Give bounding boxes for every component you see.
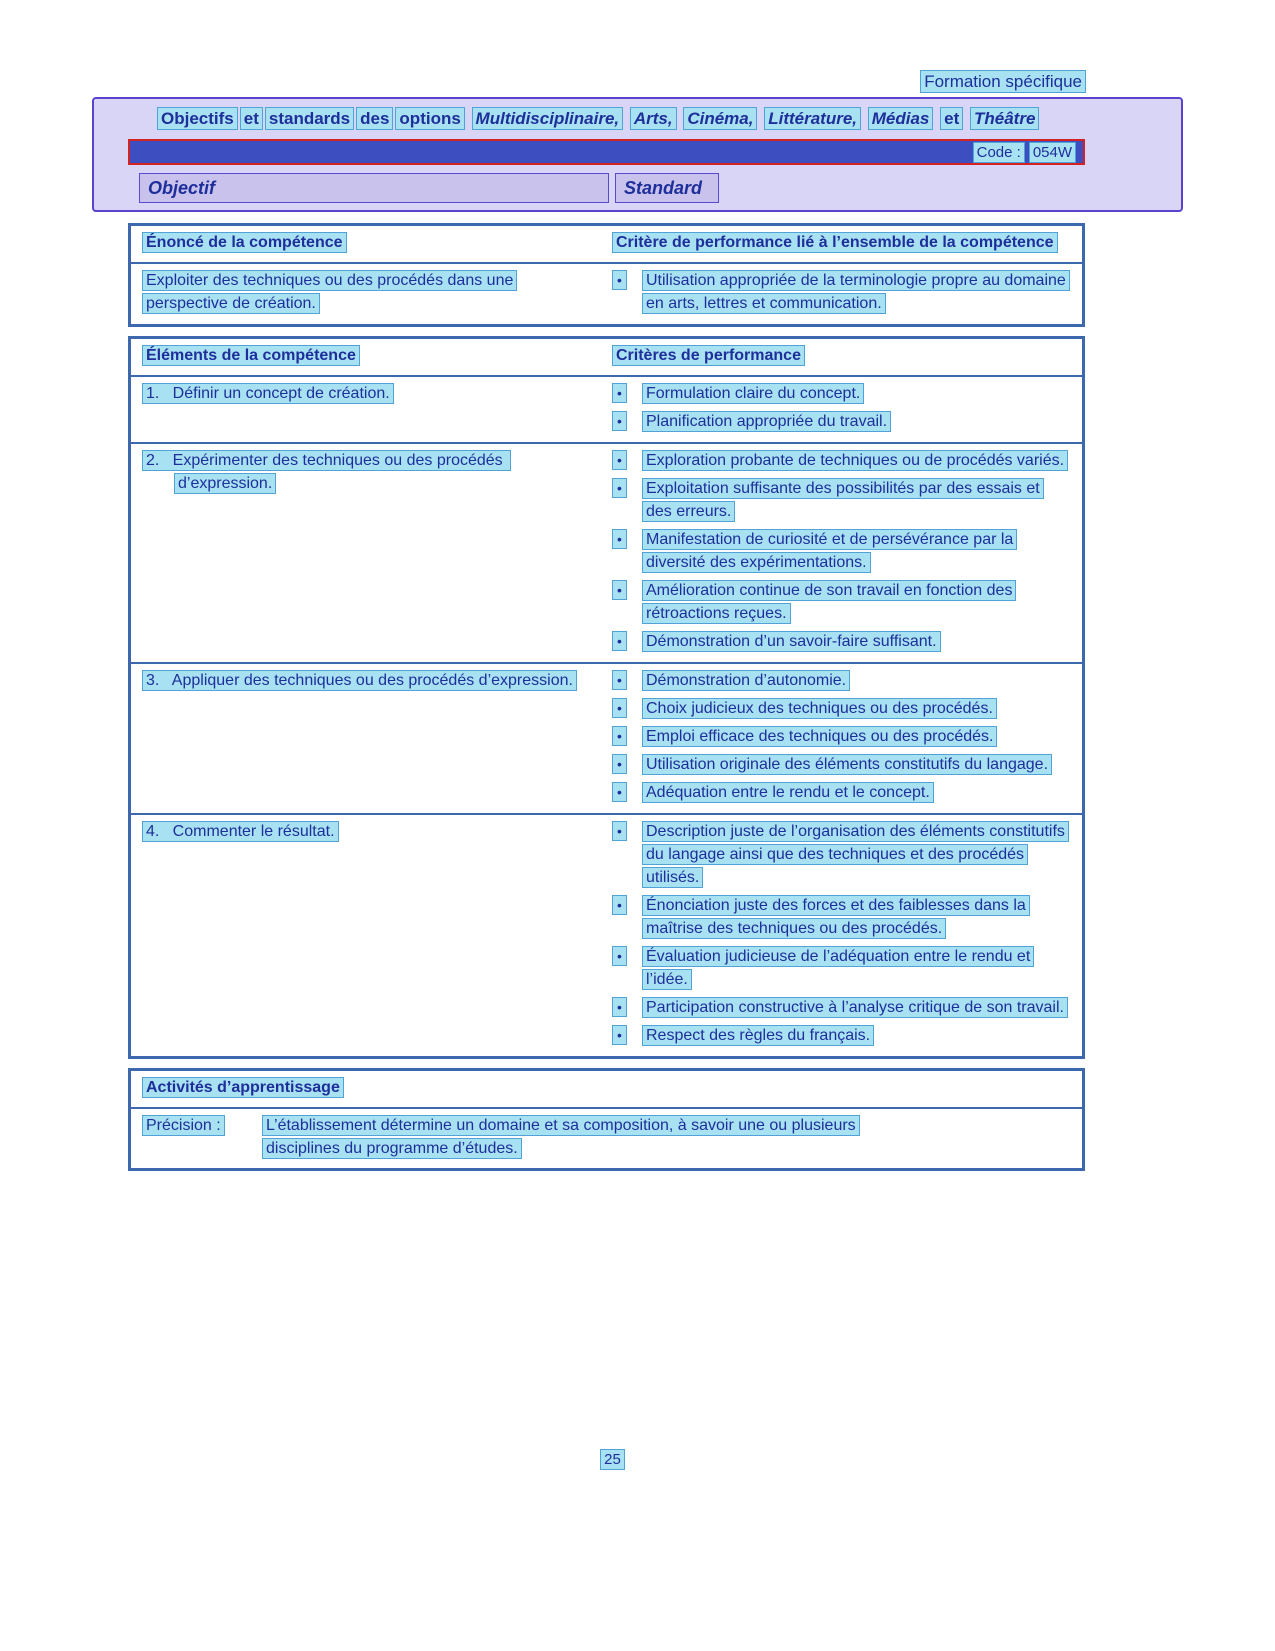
objectif-standard-row [140,174,1181,202]
criterion-text: Démonstration d’un savoir-faire suffisant. [643,632,940,651]
criterion-text: Énonciation juste des forces et des faiblesses dans la maîtrise des techniques ou des procédés. [643,896,1029,938]
element-text: 1. Définir un concept de création. [143,384,393,403]
element-text: 2. Expérimenter des techniques ou des procédés d’expression. [143,451,510,493]
criterion-item [613,820,1068,889]
criterion-item [613,630,1068,653]
title-lead: Objectifs et standards des options [158,109,468,128]
enonce-header-text: Énoncé de la compétence [143,233,346,252]
criterion-item [613,697,1068,720]
element-cell [131,815,603,1056]
competence-statement-table [128,223,1085,327]
table-header-row [131,226,1082,262]
criteria-cell [603,815,1082,1056]
criterion-text: Évaluation judicieuse de l’adéquation entre le rendu et l’idée. [643,947,1033,989]
bullet-icon: • [613,781,643,804]
criterion-item [613,725,1068,748]
bullet-icon: • [613,753,643,776]
criteria-cell [603,664,1082,813]
precision-cell [131,1109,1082,1168]
title-conjunction: et [941,108,962,129]
document-title [94,107,1181,130]
formation-specifique-label: Formation spécifique [921,71,1085,92]
objectif-label: Objectif [148,178,216,198]
criterion-text: Planification appropriée du travail. [643,412,890,431]
bullet-icon: • [613,477,643,523]
criterion-text: Respect des règles du français. [643,1026,873,1045]
table-header-row [131,339,1082,375]
criterion-item [613,781,1068,804]
bullet-icon: • [613,382,643,405]
element-text: 3. Appliquer des techniques ou des procédés d’expression. [143,671,576,690]
element-row-4 [131,813,1082,1056]
element-cell [131,444,603,662]
criterion-item [613,753,1068,776]
title-option-arts: Arts, [631,108,676,129]
criterion-text: Démonstration d’autonomie. [643,671,849,690]
code-bar [128,139,1085,165]
bullet-icon: • [613,820,643,889]
title-option-medias: Médias [869,108,933,129]
activites-header-text: Activités d’apprentissage [143,1078,343,1097]
bullet-icon: • [613,528,643,574]
criterion-text: Manifestation de curiosité et de persévérance par la diversité des expérimentations. [643,530,1016,572]
bullet-icon: • [613,269,643,315]
table-row [131,262,1082,324]
header-cell-critere [603,226,1082,262]
criterion-text: Amélioration continue de son travail en fonction des rétroactions reçues. [643,581,1015,623]
header-cell-criteres [603,339,1082,375]
standard-label: Standard [624,178,703,198]
title-box [92,97,1183,212]
criterion-item [613,579,1068,625]
activities-table [128,1068,1085,1171]
criterion-item [613,477,1068,523]
code-value: 054W [1030,143,1075,162]
bullet-icon: • [613,725,643,748]
title-option-cinema: Cinéma, [684,108,756,129]
criterion-item [613,945,1068,991]
bullet-icon: • [613,894,643,940]
element-row-3 [131,662,1082,813]
criterion-item [613,996,1068,1019]
criterion-item [613,1024,1068,1047]
code-label: Code : [974,143,1024,162]
criteres-header-text: Critères de performance [613,346,804,365]
statement-text: Exploiter des techniques ou des procédés dans une perspective de création. [143,271,516,313]
criterion-text: Choix judicieux des techniques ou des procédés. [643,699,996,718]
bullet-icon: • [613,630,643,653]
element-row-2 [131,442,1082,662]
criterion-item [613,382,1068,405]
criteria-cell [603,264,1082,324]
criteria-cell [603,444,1082,662]
criterion-item [613,669,1068,692]
criterion-text: Emploi efficace des techniques ou des procédés. [643,727,996,746]
precision-label: Précision : [143,1116,224,1135]
criterion-item [613,269,1068,315]
bullet-icon: • [613,945,643,991]
criterion-text: Exploration probante de techniques ou de procédés variés. [643,451,1067,470]
page-number: 25 [601,1450,624,1469]
criterion-text: Formulation claire du concept. [643,384,863,403]
page-footer [0,1448,1225,1471]
criteria-cell [603,377,1082,442]
header-cell-elements [131,339,603,375]
elements-header-text: Éléments de la compétence [143,346,359,365]
element-text: 4. Commenter le résultat. [143,822,338,841]
element-cell [131,664,603,813]
element-row-1 [131,375,1082,442]
bullet-icon: • [613,579,643,625]
column-header-objectif [140,174,608,202]
criterion-text: Adéquation entre le rendu et le concept. [643,783,933,802]
criterion-item [613,894,1068,940]
bullet-icon: • [613,1024,643,1047]
bullet-icon: • [613,697,643,720]
criterion-text: Description juste de l’organisation des éléments constitutifs du langage ainsi que des techniques et des procédés utilisés. [643,822,1068,887]
criterion-item [613,528,1068,574]
statement-cell [131,264,603,324]
element-cell [131,377,603,442]
critere-header-text: Critère de performance lié à l’ensemble de la compétence [613,233,1057,252]
title-option-multidisciplinaire: Multidisciplinaire, [473,108,623,129]
title-option-litterature: Littérature, [765,108,860,129]
table-header-row [131,1071,1082,1107]
column-header-standard [616,174,718,202]
criterion-item [613,410,1068,433]
elements-table [128,336,1085,1059]
criterion-text: Utilisation originale des éléments constitutifs du langage. [643,755,1051,774]
header-cell-enonce [131,226,603,262]
criterion-text: Utilisation appropriée de la terminologie propre au domaine en arts, lettres et communication. [643,271,1069,313]
criterion-item [613,449,1068,472]
header-eyebrow-row [0,0,1275,93]
bullet-icon: • [613,449,643,472]
precision-text: L’établissement détermine un domaine et sa composition, à savoir une ou plusieurs disciplines du programme d’études. [263,1116,859,1158]
criterion-text: Participation constructive à l’analyse critique de son travail. [643,998,1067,1017]
bullet-icon: • [613,996,643,1019]
bullet-icon: • [613,410,643,433]
bullet-icon: • [613,669,643,692]
header-cell-activites [131,1071,1082,1107]
criterion-text: Exploitation suffisante des possibilités par des essais et des erreurs. [643,479,1043,521]
title-option-theatre: Théâtre [971,108,1038,129]
precision-row [131,1107,1082,1168]
